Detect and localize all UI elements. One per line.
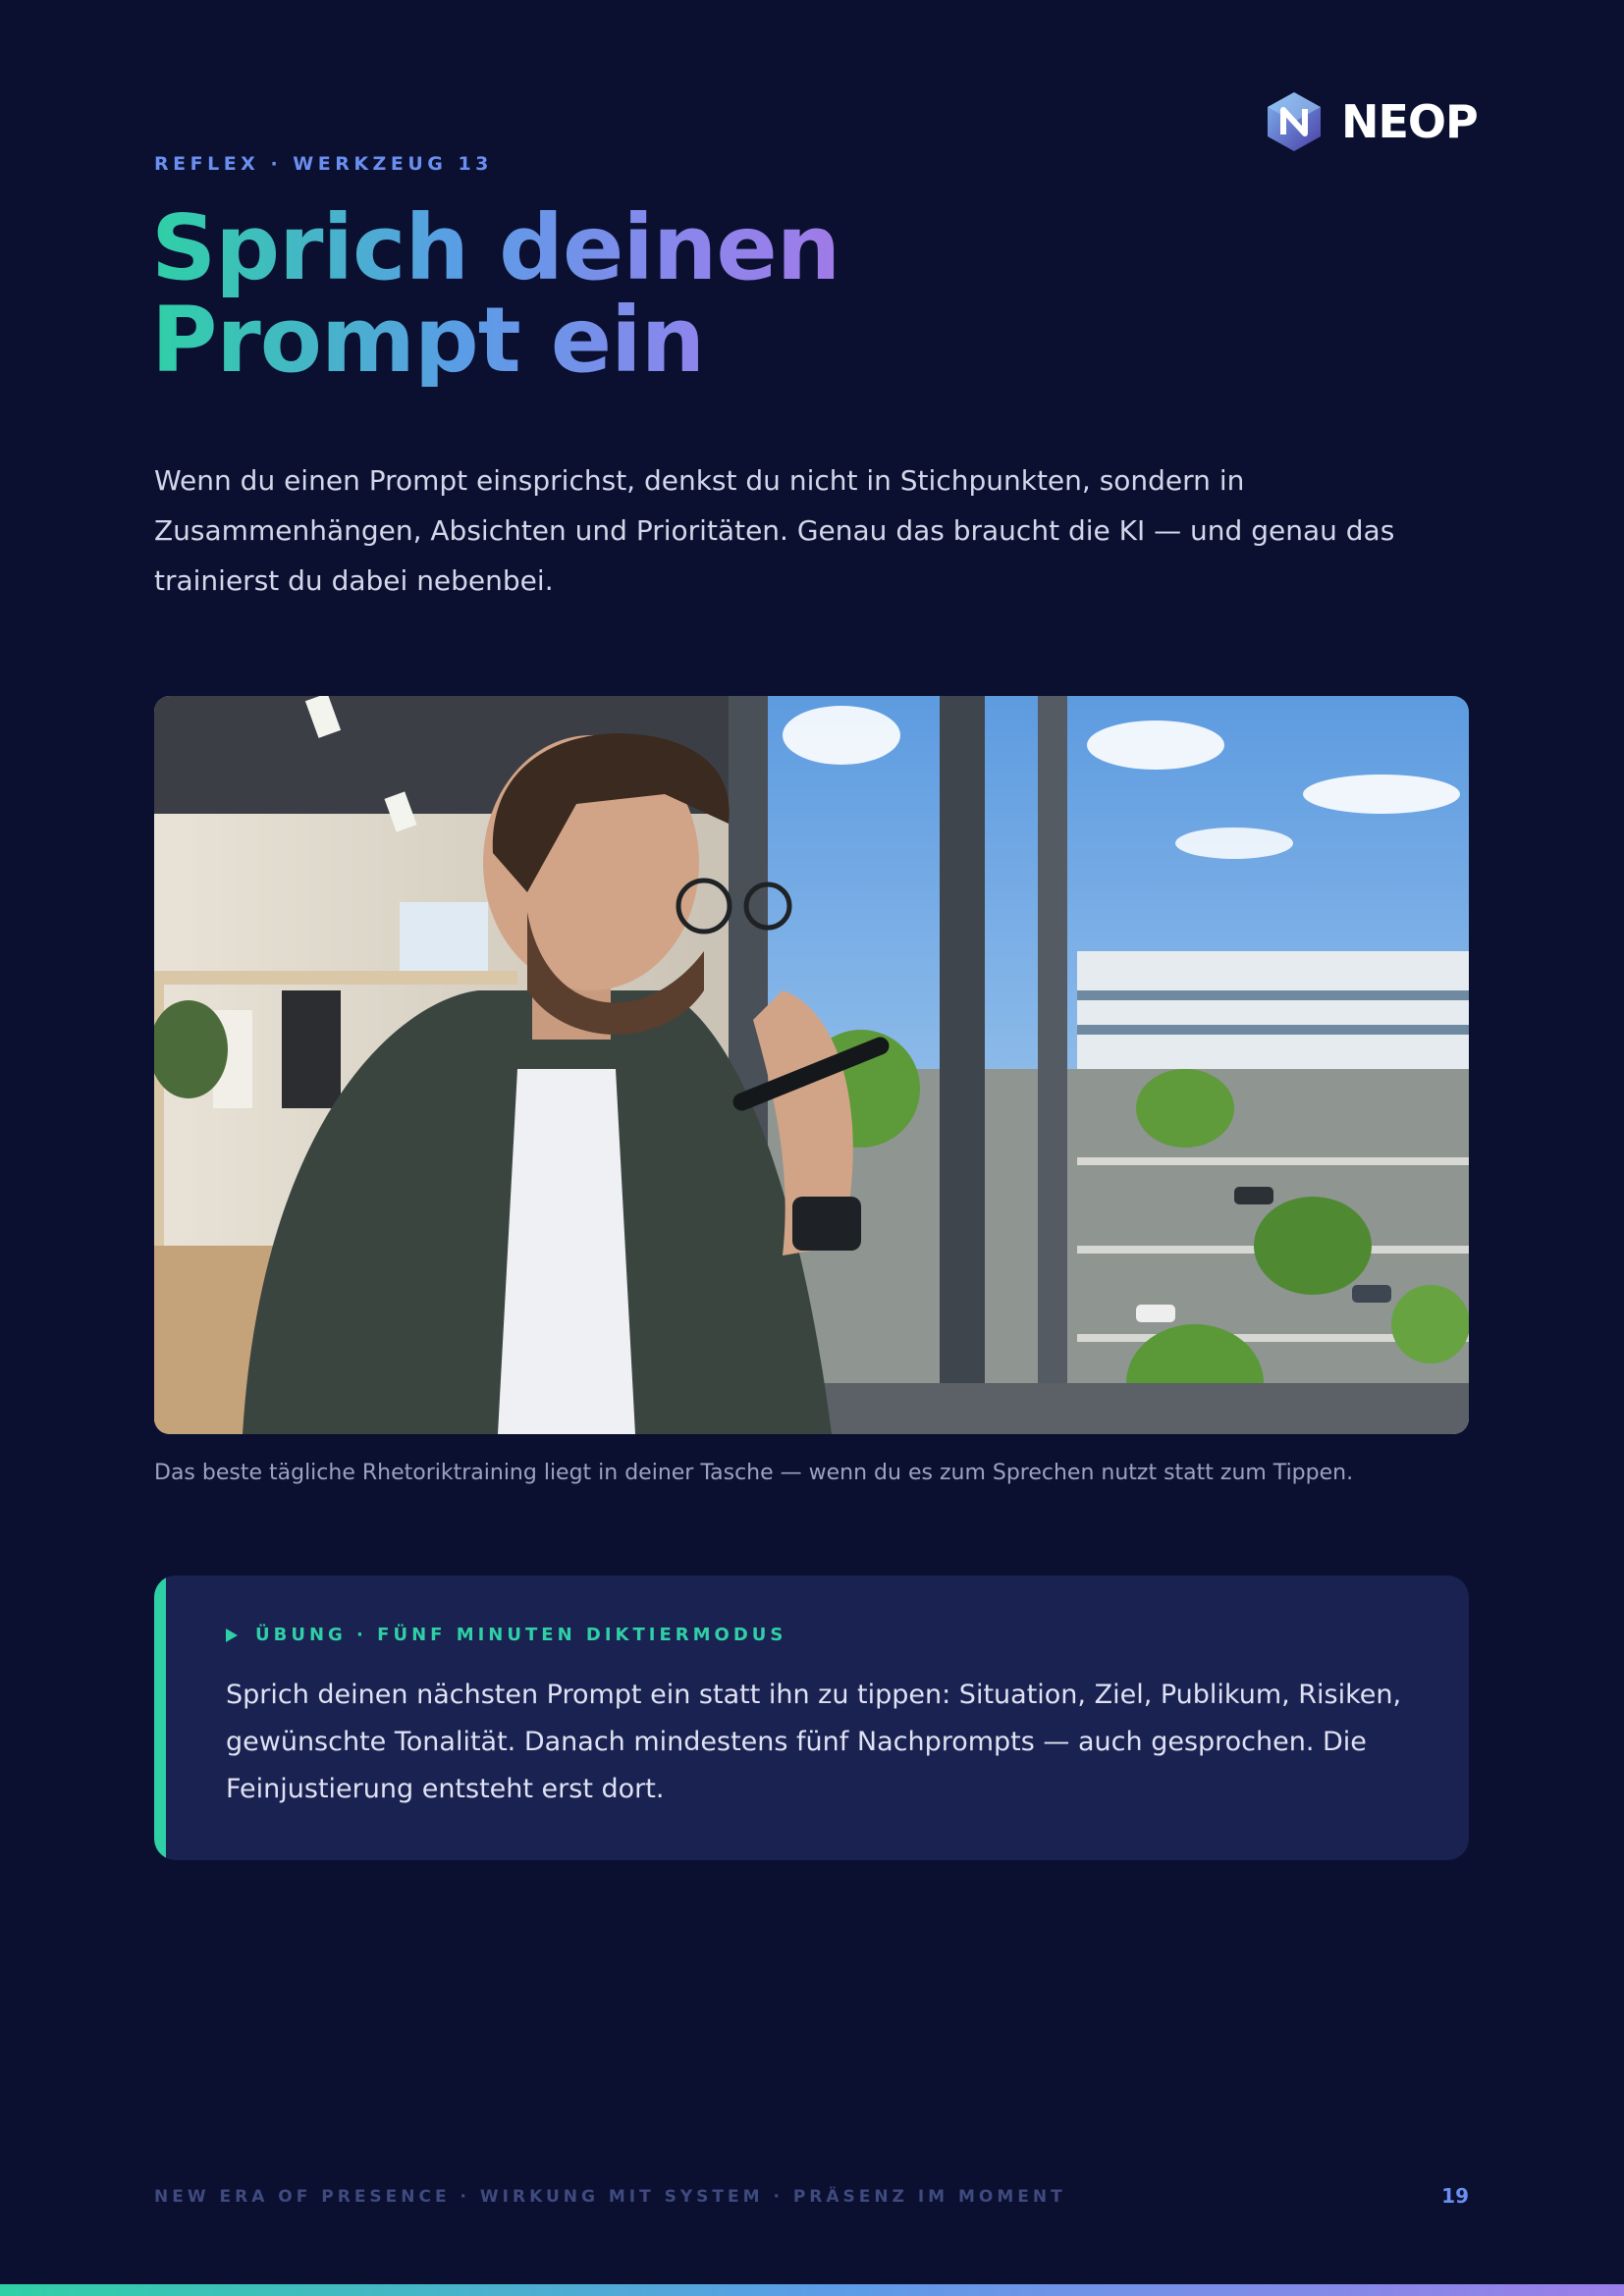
page-title-line-1: Sprich deinen: [151, 195, 840, 300]
office-photo: [154, 696, 1469, 1434]
photo-caption: Das beste tägliche Rhetoriktraining liegt in deiner Tasche — wenn du es zum Sprechen nutzt statt zum Tippen.: [154, 1461, 1354, 1485]
exercise-label: ÜBUNG · FÜNF MINUTEN DIKTIERMODUS: [255, 1625, 787, 1645]
intro-paragraph: Wenn du einen Prompt einsprichst, denkst du nicht in Stichpunkten, sondern in Zusammenhängen, Absichten und Prioritäten. Genau das braucht die KI — und genau das trainierst du dabei nebenbei.: [154, 464, 1395, 597]
brand-name: NEOP: [1341, 95, 1478, 148]
exercise-text: Sprich deinen nächsten Prompt ein statt ihn zu tippen: Situation, Ziel, Publikum, Risiken, gewünschte Tonalität. Danach mindestens fünf Nachprompts — auch gesprochen. Die Feinjustierung entsteht erst dort.: [226, 1680, 1402, 1804]
hexagon-n-icon: [1265, 90, 1324, 153]
bottom-gradient-bar: [0, 2284, 1624, 2296]
page-title: [151, 195, 840, 393]
play-icon: [226, 1629, 238, 1642]
brand-logo: [1265, 90, 1478, 153]
footer-tagline: NEW ERA OF PRESENCE · WIRKUNG MIT SYSTEM · PRÄSENZ IM MOMENT: [154, 2187, 1066, 2207]
exercise-accent-bar: [154, 1575, 166, 1860]
exercise-card: [154, 1575, 1469, 1860]
page-number: 19: [1441, 2184, 1469, 2208]
exercise-header: [226, 1625, 786, 1645]
page-title-line-2: Prompt ein: [151, 288, 705, 393]
eyebrow-label: REFLEX · WERKZEUG 13: [154, 153, 493, 175]
